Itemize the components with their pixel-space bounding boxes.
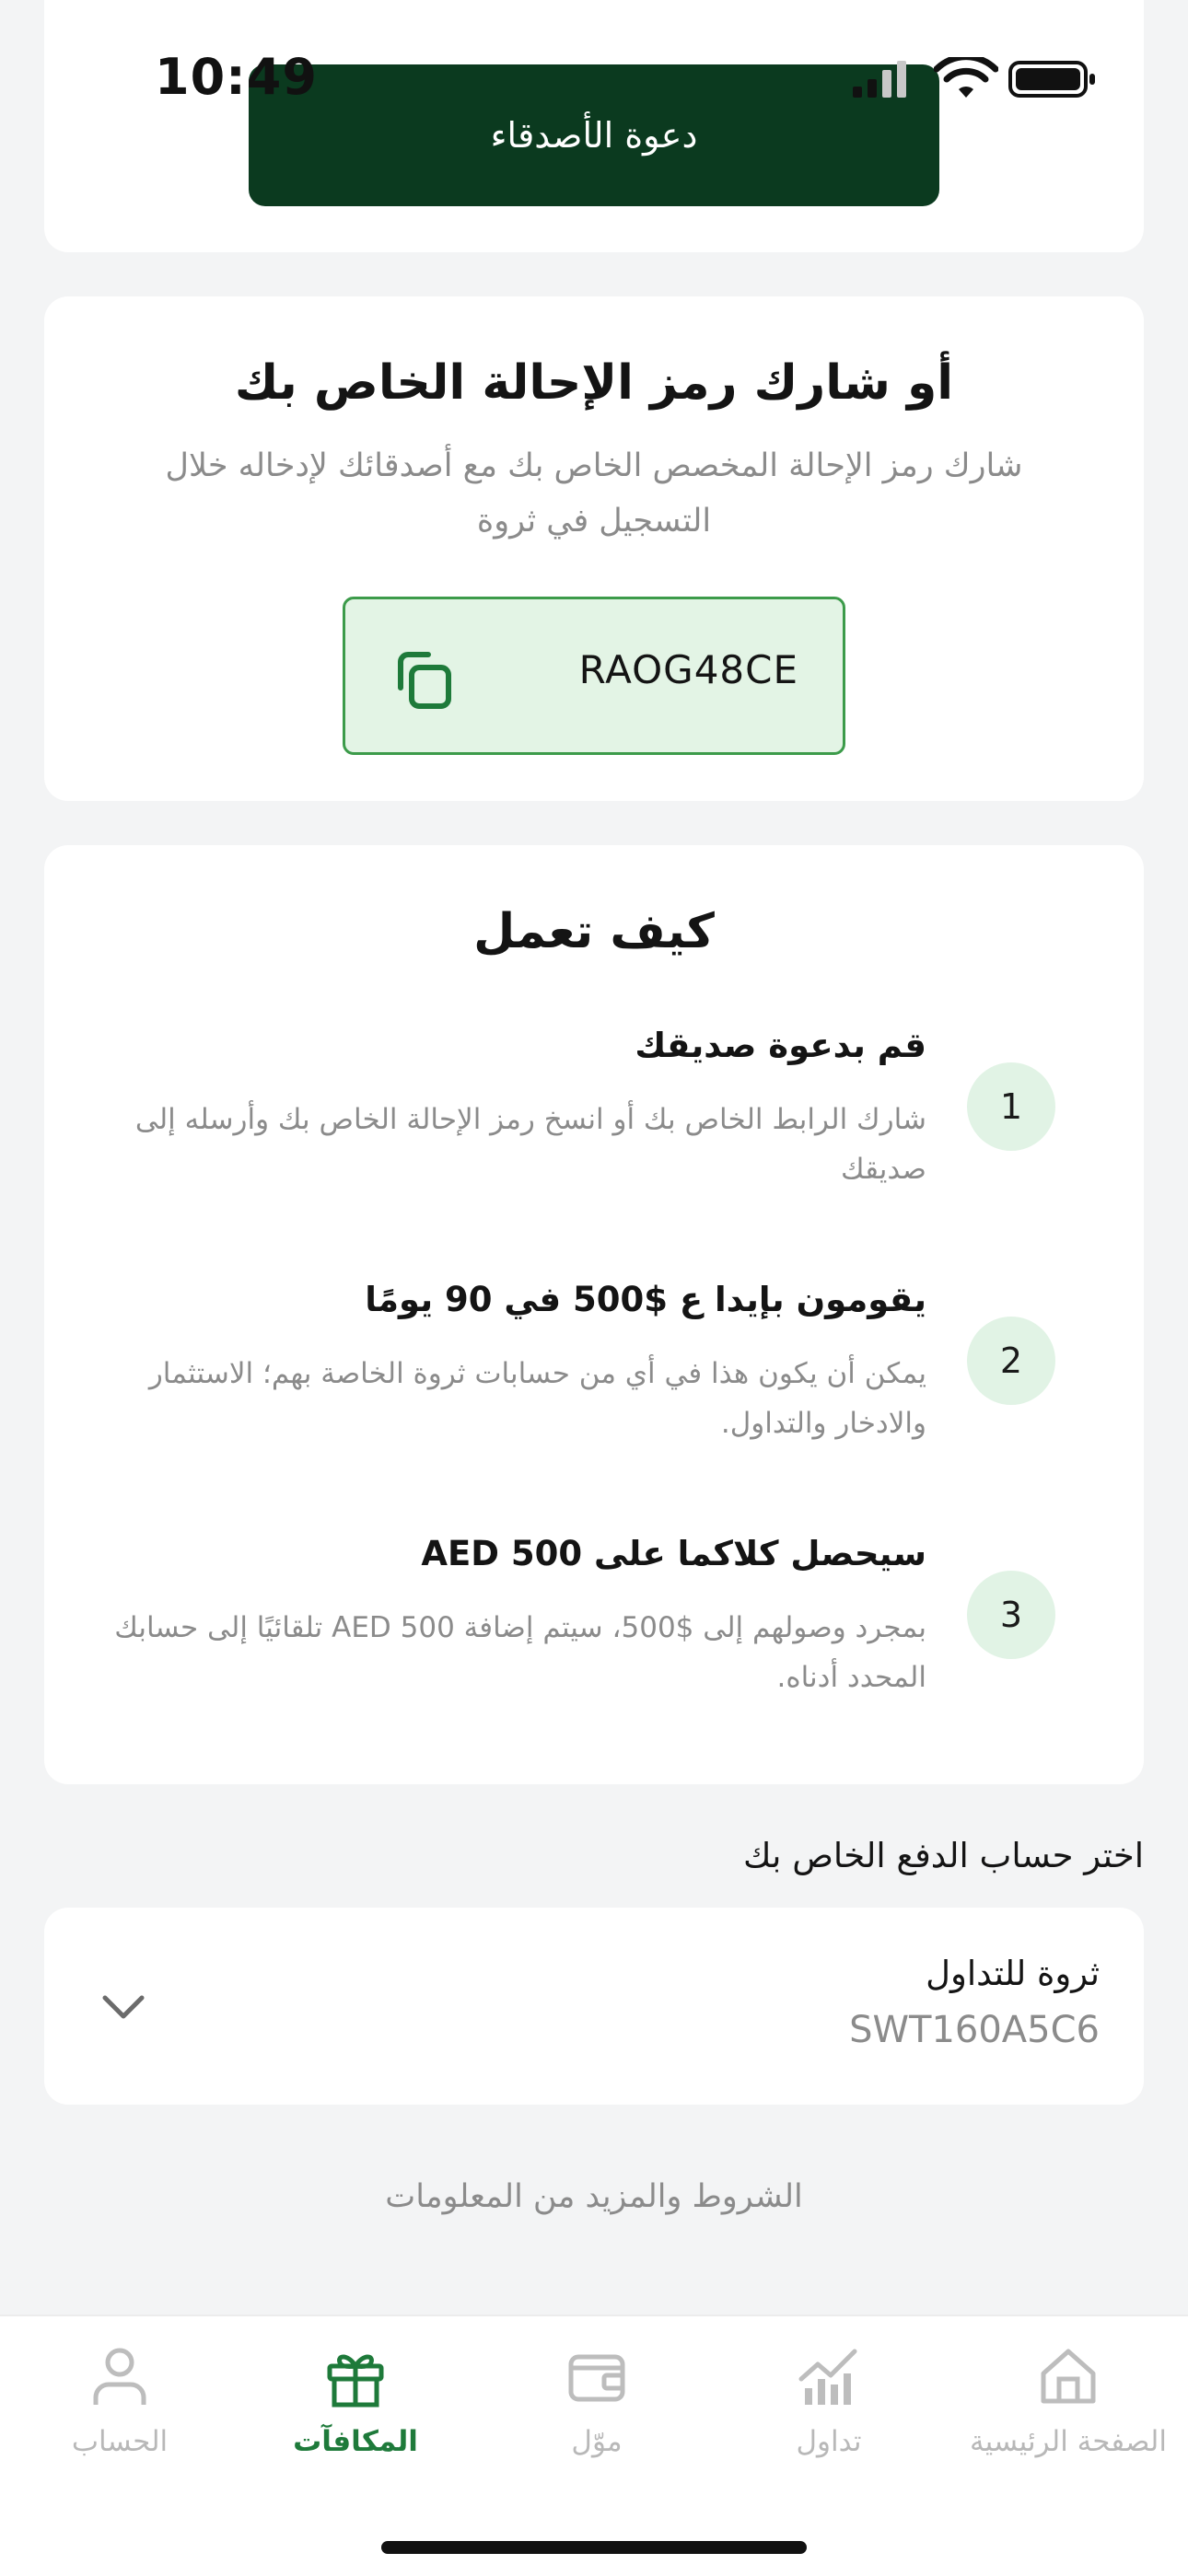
referral-subtitle-line1: شارك رمز الإحالة المخصص الخاص بك مع أصدقائك لإدخاله خلال — [165, 447, 1023, 484]
battery-icon — [1007, 57, 1100, 101]
step-number-1: 1 — [967, 1062, 1055, 1151]
payout-account-id: SWT160A5C6 — [849, 2009, 1100, 2051]
referral-title: أو شارك رمز الإحالة الخاص بك — [234, 355, 954, 411]
tab-account[interactable] — [18, 2316, 221, 2501]
gift-icon — [322, 2344, 389, 2410]
tab-fund[interactable] — [495, 2316, 698, 2501]
step-title-1: قم بدعوة صديقك — [635, 1026, 926, 1065]
home-icon — [1036, 2344, 1101, 2408]
how-title: كيف تعمل — [473, 904, 715, 959]
step-desc-1a: شارك الرابط الخاص بك أو انسخ رمز الإحالة الخاص بك وأرسله إلى — [134, 1103, 926, 1136]
step-desc-3b: المحدد أدناه. — [776, 1661, 926, 1694]
chart-icon — [796, 2344, 862, 2410]
tab-home-label: الصفحة الرئيسية — [970, 2425, 1167, 2458]
step-number-3: 3 — [967, 1571, 1055, 1659]
referral-subtitle-line2: التسجيل في ثروة — [476, 503, 712, 540]
bottom-tab-bar — [0, 2315, 1188, 2576]
copy-icon[interactable] — [391, 647, 458, 714]
step-title-2: يقومون بإيدا ع $500 في 90 يومًا — [365, 1280, 926, 1319]
step-title-3: سيحصل كلاكما على AED 500 — [421, 1534, 926, 1573]
terms-link[interactable]: الشروط والمزيد من المعلومات — [385, 2178, 803, 2215]
wallet-icon — [564, 2344, 630, 2410]
wifi-icon — [934, 57, 998, 101]
user-icon — [87, 2344, 153, 2410]
tab-rewards[interactable] — [254, 2316, 457, 2501]
home-indicator — [381, 2541, 807, 2554]
tab-home[interactable] — [958, 2316, 1179, 2501]
payout-account-select[interactable] — [44, 1908, 1144, 2105]
step-desc-2a: يمكن أن يكون هذا في أي من حسابات ثروة الخاصة بهم؛ الاستثمار — [148, 1357, 926, 1390]
invite-friends-label: دعوة الأصدقاء — [490, 115, 698, 156]
payout-label: اختر حساب الدفع الخاص بك — [742, 1836, 1144, 1875]
chevron-down-icon[interactable] — [99, 1992, 147, 2022]
status-icons — [849, 57, 1089, 101]
signal-icon — [849, 59, 923, 99]
step-desc-3a: بمجرد وصولهم إلى $500، سيتم إضافة AED 500 تلقائيًا إلى حسابك — [114, 1611, 926, 1644]
tab-rewards-label: المكافآت — [293, 2425, 418, 2458]
step-desc-2b: والادخار والتداول. — [720, 1407, 926, 1440]
step-number-2: 2 — [967, 1317, 1055, 1405]
step-desc-1b: صديقك — [840, 1153, 926, 1186]
referral-code: RAOG48CE — [578, 647, 798, 692]
referral-code-box[interactable] — [343, 597, 845, 755]
how-it-works-card — [44, 845, 1144, 1784]
invite-friends-button[interactable] — [249, 64, 939, 206]
tab-fund-label: موّل — [571, 2425, 623, 2458]
tab-trade-label: تداول — [796, 2425, 862, 2458]
tab-trade[interactable] — [728, 2316, 930, 2501]
status-time: 10:49 — [155, 48, 318, 106]
payout-account-name: ثروة للتداول — [926, 1954, 1100, 1993]
tab-account-label: الحساب — [71, 2425, 169, 2458]
